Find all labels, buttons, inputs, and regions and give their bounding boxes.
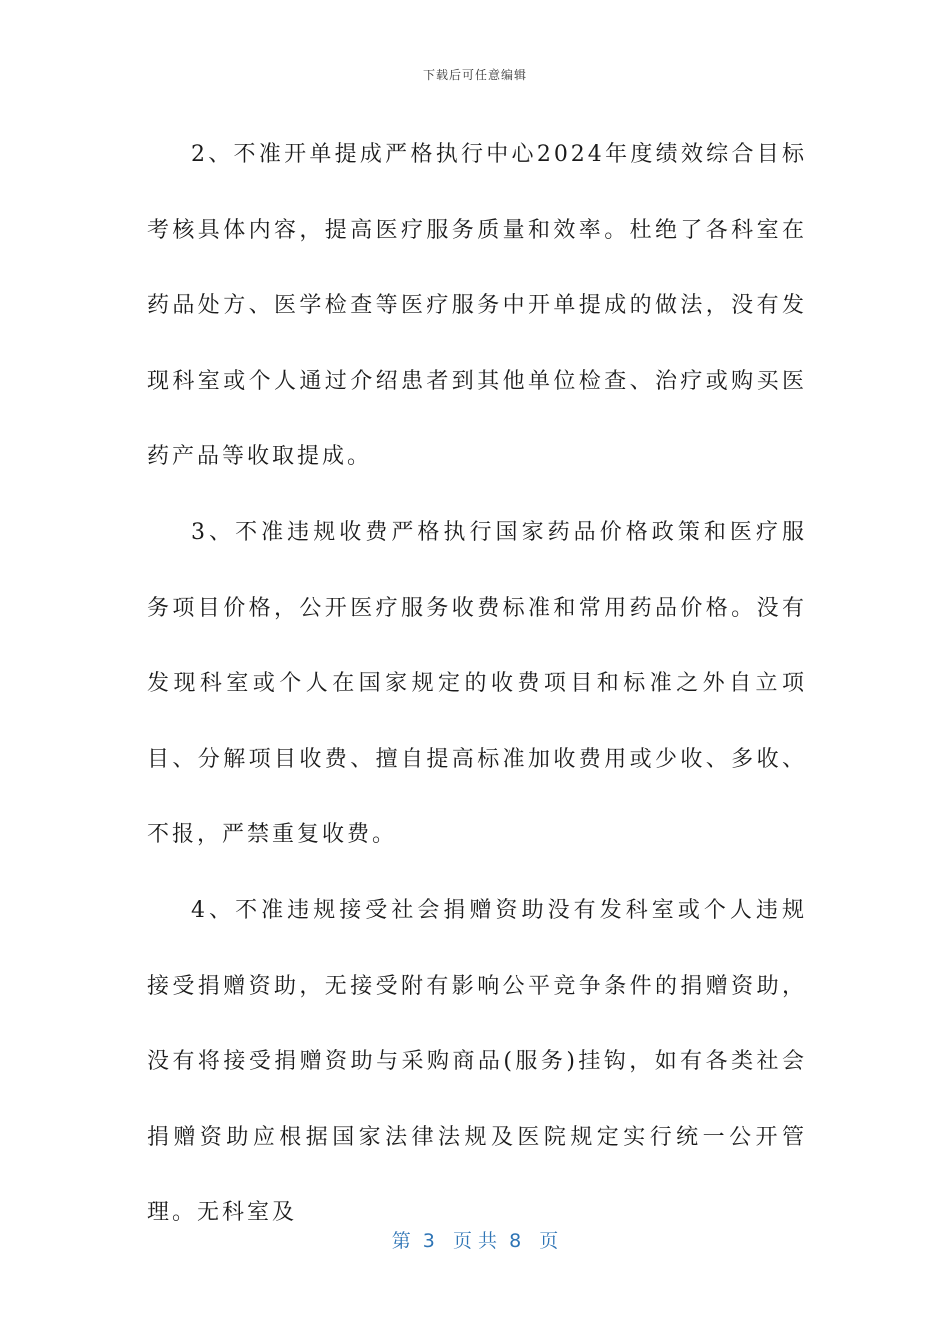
paragraph-item-4: 4、不准违规接受社会捐赠资助没有发科室或个人违规接受捐赠资助，无接受附有影响公平竞争条件的捐赠资助，没有将接受捐赠资助与采购商品(服务)挂钩，如有各类社会捐赠资助应根据国家法律法规及医院规定实行统一公开管理。无科室及 <box>147 897 807 1226</box>
paragraph-item-2: 2、不准开单提成严格执行中心2024年度绩效综合目标考核具体内容，提高医疗服务质量和效率。杜绝了各科室在药品处方、医学检查等医疗服务中开单提成的做法，没有发现科室或个人通过介绍患者到其他单位检查、治疗或购买医药产品等收取提成。 <box>147 142 807 470</box>
paragraph-item-3: 3、不准违规收费严格执行国家药品价格政策和医疗服务项目价格，公开医疗服务收费标准和常用药品价格。没有发现科室或个人在国家规定的收费项目和标准之外自立项目、分解项目收费、擅自提高标准加收费用或少收、多收、不报，严禁重复收费。 <box>147 519 807 848</box>
document-body <box>147 117 807 1251</box>
page-header: 下载后可任意编辑 <box>422 68 527 82</box>
page-footer <box>0 1226 950 1253</box>
page-number-text: 第 3 页 共 8 页 <box>391 1230 559 1252</box>
